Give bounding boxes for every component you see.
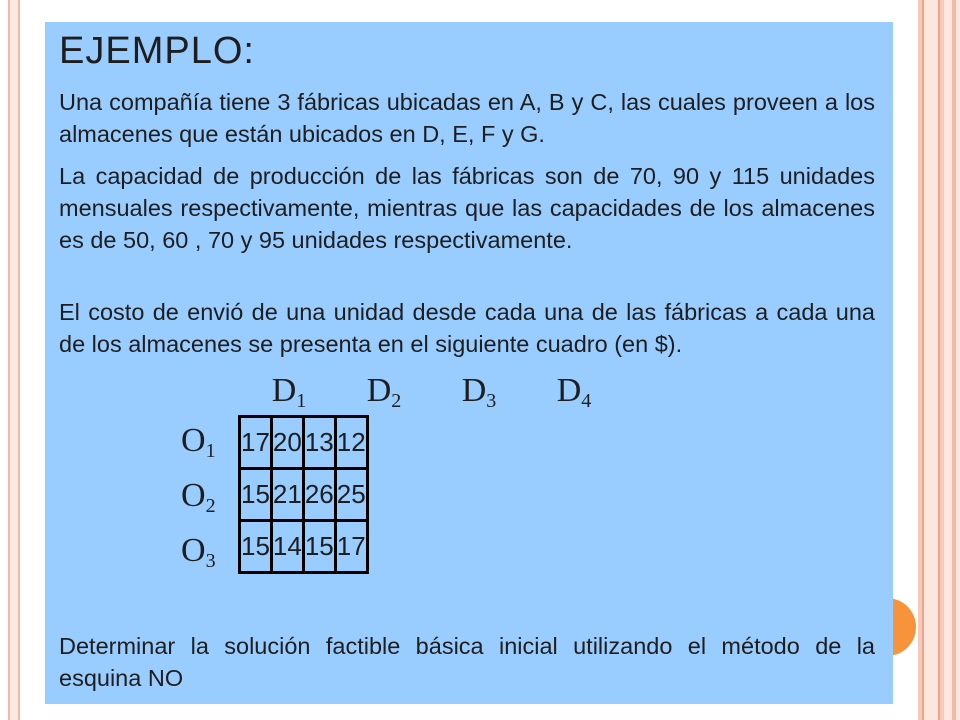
table-cell: 25 [335, 469, 367, 521]
column-header-d3: $D_3$ [461, 372, 497, 412]
table-cell: 15 [240, 521, 272, 573]
row-header-o3: $O_3$ [181, 532, 216, 572]
column-header-d4: $D_4$ [556, 372, 592, 412]
row-header-o2: $O_2$ [181, 477, 216, 517]
content-panel [45, 22, 893, 704]
table-cell: 13 [303, 417, 335, 469]
paragraph-costs: El costo de envió de una unidad desde cada una de las fábricas a cada una de los almacenes se presenta en el siguiente cuadro (en $). [59, 299, 875, 357]
paragraph-task: Determinar la solución factible básica inicial utilizando el método de la esquina NO [59, 633, 875, 691]
cost-table [238, 415, 369, 574]
paragraph-capacities: La capacidad de producción de las fábricas son de 70, 90 y 115 unidades mensuales respectivamente, mientras que las capacidades de los almacenes es de 50, 60 , 70 y 95 unidades respectivamente. [59, 163, 875, 253]
column-header-d2: $D_2$ [366, 372, 402, 412]
table-cell: 21 [271, 469, 303, 521]
table-cell: 20 [271, 417, 303, 469]
column-header-d1: $D_1$ [271, 372, 307, 412]
slide-title: EJEMPLO: [59, 30, 255, 72]
table-row [240, 469, 368, 521]
paragraph-factories: Una compañía tiene 3 fábricas ubicadas en A, B y C, las cuales proveen a los almacenes que están ubicados en D, E, F y G. [59, 89, 875, 147]
table-row [240, 417, 368, 469]
table-row [240, 521, 368, 573]
table-cell: 26 [303, 469, 335, 521]
table-cell: 17 [240, 417, 272, 469]
slide-frame-left [8, 0, 20, 720]
table-cell: 14 [271, 521, 303, 573]
table-cell: 17 [335, 521, 367, 573]
table-cell: 15 [303, 521, 335, 573]
table-cell: 12 [335, 417, 367, 469]
row-header-o1: $O_1$ [181, 422, 216, 462]
slide-frame-right [918, 0, 960, 720]
table-cell: 15 [240, 469, 272, 521]
